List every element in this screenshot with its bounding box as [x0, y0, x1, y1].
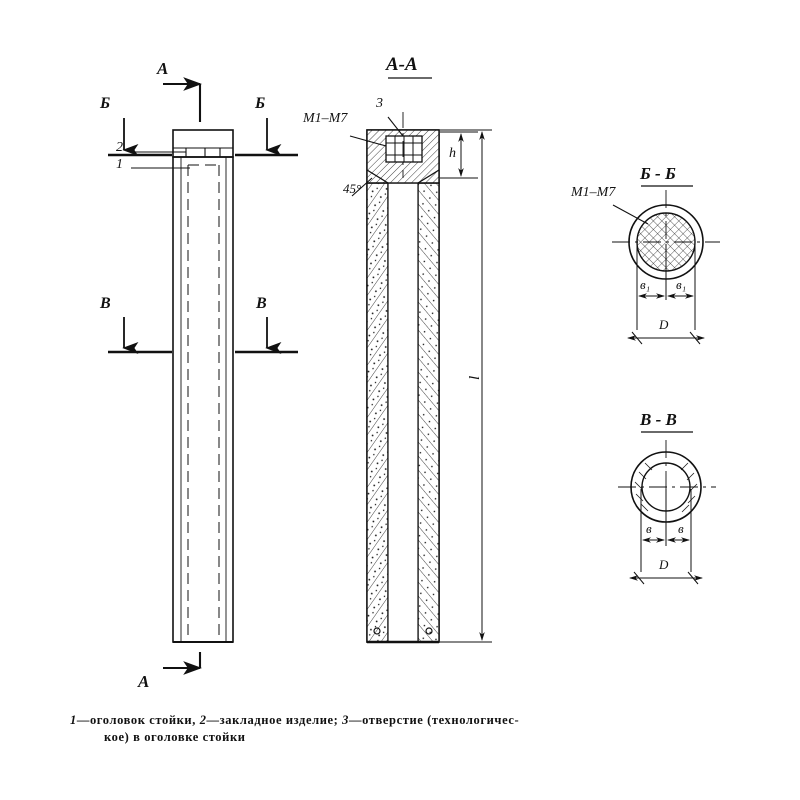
title-section-aa: А-А — [386, 54, 418, 75]
dim-label-d-vv: D — [659, 557, 669, 572]
caption-text-1: —оголовок стойки, — [76, 713, 200, 727]
bolt-label-bb: M1–M7 — [571, 185, 616, 200]
section-mark-b-right — [235, 118, 298, 155]
dim-d-bb — [628, 332, 704, 344]
figure-caption — [70, 712, 740, 746]
section-mark-v-left — [108, 317, 172, 352]
caption-text-3: —отверстие (технологичес- — [349, 713, 520, 727]
dim-h — [440, 132, 478, 178]
caption-line-2: кое) в оголовке стойки — [104, 729, 246, 744]
caption-num-3: 3 — [342, 713, 350, 727]
section-mark-a-bottom — [163, 652, 200, 668]
section-mark-v-right — [235, 317, 298, 352]
section-label-a-top: А — [157, 59, 169, 78]
caption-num-2: 2 — [199, 713, 207, 727]
section-label-b-right: Б — [255, 95, 266, 112]
wall-right-hatch — [418, 183, 439, 642]
caption-num-1: 1 — [70, 713, 77, 727]
section-label-v-right: В — [256, 295, 267, 312]
dim-label-b-right: в — [678, 521, 684, 536]
column-body-outline — [173, 157, 233, 642]
section-label-a-bottom: А — [138, 672, 150, 691]
title-section-bb: Б - Б — [640, 164, 676, 183]
dim-label-b1-left: в₁ — [640, 277, 651, 292]
caption-text-2: —закладное изделие; — [206, 713, 343, 727]
dim-l — [440, 130, 492, 642]
callout-3: 3 — [376, 96, 383, 111]
dim-label-b1-right: в₁ — [676, 277, 687, 292]
title-section-vv: В - В — [640, 410, 677, 429]
dim-label-h: h — [449, 146, 456, 161]
dim-label-b-left: в — [646, 521, 652, 536]
section-mark-a-top — [163, 84, 200, 122]
angle-label-45: 45° — [343, 181, 362, 196]
hollow-core — [388, 183, 418, 642]
wall-left-hatch — [367, 183, 388, 642]
section-label-b-left: Б — [100, 95, 111, 112]
dim-d-vv — [630, 572, 702, 584]
section-label-v-left: В — [100, 295, 111, 312]
elevation-view — [108, 84, 298, 668]
dim-label-l: l — [467, 375, 483, 380]
column-head-outline — [173, 130, 233, 157]
callout-1: 1 — [116, 157, 123, 172]
callout-2: 2 — [116, 140, 123, 155]
bolt-label-aa: M1–M7 — [303, 111, 348, 126]
dim-label-d-bb: D — [659, 317, 669, 332]
